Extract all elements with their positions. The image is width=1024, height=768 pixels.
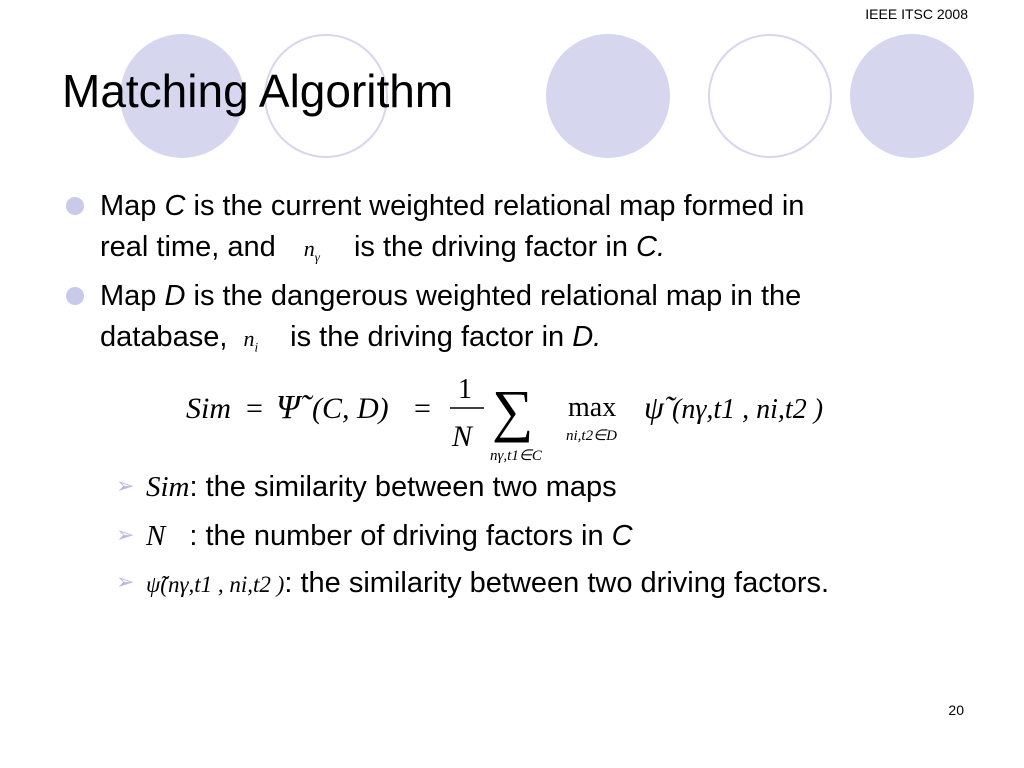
formula-args: (C, D) [312, 392, 389, 425]
definition-symbol: N [146, 520, 166, 552]
bullet-text: Map [100, 280, 165, 312]
page-number: 20 [948, 702, 964, 718]
symbol-n-gamma: $n_\gamma$ [303, 236, 320, 265]
bullet-2 [66, 276, 966, 367]
formula-eq-2: = [414, 392, 431, 425]
similarity-formula [180, 372, 840, 464]
definition-symbol: Sim [146, 471, 190, 503]
bullet-text: database, [100, 321, 228, 353]
formula-lhs: Sim [186, 392, 231, 425]
conference-label: IEEE ITSC 2008 [865, 6, 968, 22]
bullet-var: D. [572, 321, 602, 353]
bullet-text: is the dangerous weighted relational map in the [185, 280, 802, 312]
formula-eq: = [246, 392, 263, 425]
bullet-dot [66, 197, 84, 215]
bullet-text: real time, and [100, 231, 276, 263]
bullet-dot [66, 287, 84, 305]
arrow-icon: ➢ [116, 522, 135, 547]
bullet-var: C [164, 190, 186, 222]
definition-n [116, 517, 633, 554]
definition-text: : the number of driving factors in [189, 520, 612, 552]
definition-sim [116, 468, 617, 505]
bullet-1 [66, 186, 966, 277]
max-operator: max [568, 392, 617, 423]
decor-circle-filled-3 [850, 34, 974, 158]
arrow-icon: ➢ [116, 569, 135, 594]
symbol-n-i: $n_i$ [243, 326, 259, 355]
decor-circle-filled-2 [546, 34, 670, 158]
slide-title: Matching Algorithm [62, 65, 454, 117]
bullet-var: D [164, 280, 186, 312]
definition-text: : the similarity between two driving factors. [284, 567, 830, 599]
bullet-text: is the current weighted relational map formed in [185, 190, 805, 222]
bullet-text: is the driving factor in [353, 231, 637, 263]
formula-psi-cap: Ψ̃ [276, 389, 300, 426]
formula-psi-small: ψ̃ [644, 389, 664, 425]
sum-subscript: nγ,t1∈C [490, 448, 542, 464]
bullet-text: is the driving factor in [290, 321, 573, 353]
definition-psi [116, 564, 829, 603]
bullet-text: Map [100, 190, 165, 222]
formula-denominator: N [452, 420, 473, 453]
formula-numerator: 1 [458, 374, 472, 405]
arrow-icon: ➢ [116, 473, 135, 498]
formula-rhs-args: (nγ,t1 , ni,t2 ) [672, 394, 824, 425]
max-subscript: ni,t2∈D [566, 428, 617, 444]
decor-circle-ring-2 [708, 34, 832, 158]
definition-symbol: ψ̃(nγ,t1 , ni,t2 ) [146, 572, 285, 597]
bullet-var: C. [636, 231, 666, 263]
sum-symbol: ∑ [492, 378, 534, 443]
definition-var: C [611, 520, 633, 552]
definition-text: : the similarity between two maps [189, 471, 617, 503]
